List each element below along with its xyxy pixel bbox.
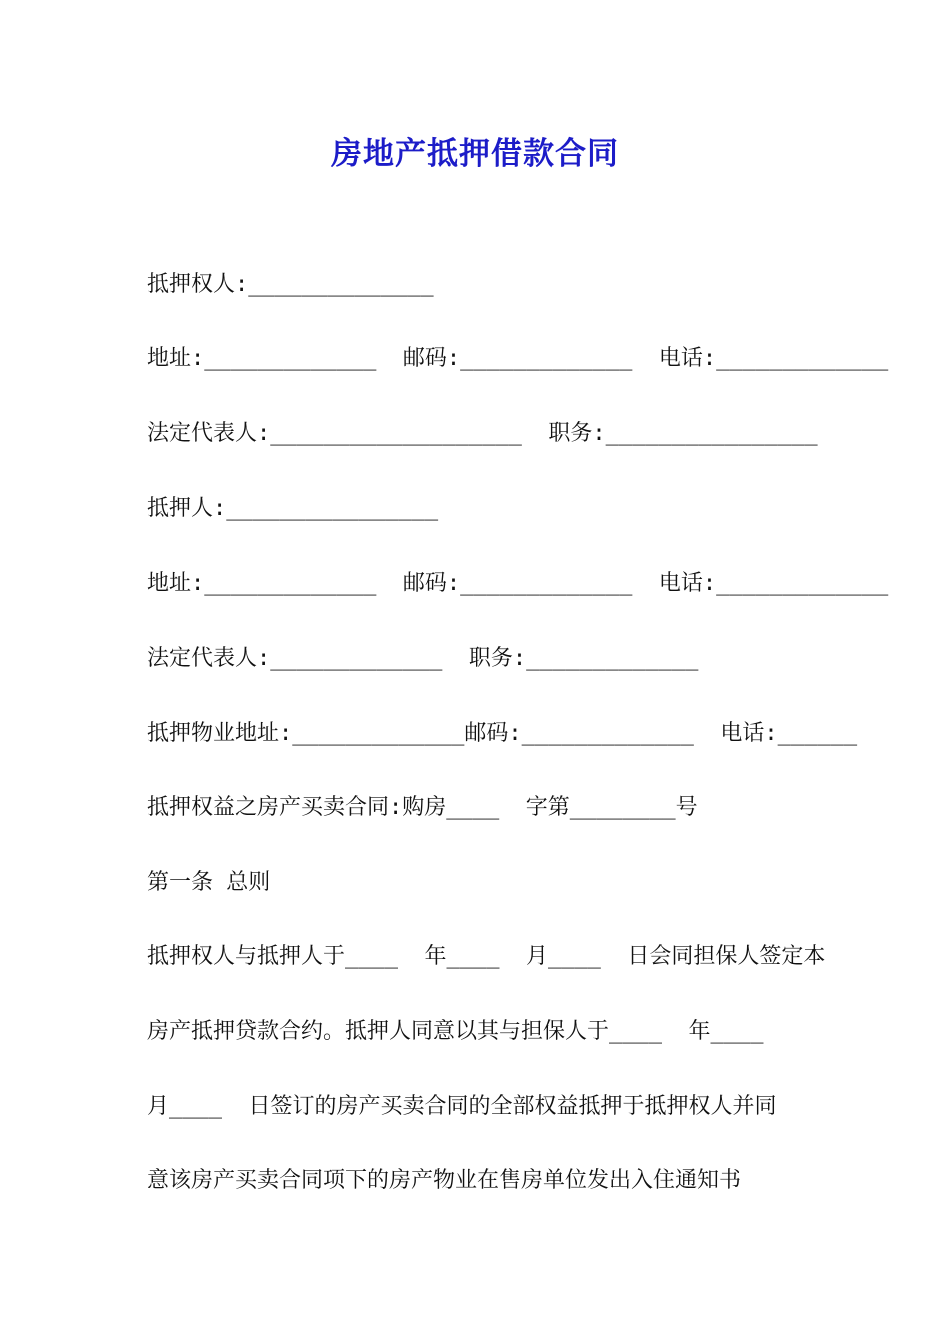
purchase-contract-line: 抵押权益之房产买卖合同:购房____ 字第________号	[147, 795, 698, 820]
document-title: 房地产抵押借款合同	[331, 136, 619, 172]
mortgagor-representative-line: 法定代表人:_____________ 职务:_____________	[147, 646, 699, 671]
body-paragraph-line: 月____ 日签订的房产买卖合同的全部权益抵押于抵押权人并同	[147, 1094, 777, 1119]
body-paragraph-line: 房产抵押贷款合约。抵押人同意以其与担保人于____ 年____	[147, 1019, 764, 1044]
property-address-line: 抵押物业地址:_____________邮码:_____________ 电话:______	[147, 721, 858, 746]
body-paragraph-line: 意该房产买卖合同项下的房产物业在售房单位发出入住通知书	[147, 1168, 742, 1193]
mortgagee-line: 抵押权人:______________	[147, 272, 434, 297]
article-one-heading: 第一条 总则	[147, 870, 271, 895]
mortgagor-address-line: 地址:_____________ 邮码:_____________ 电话:_____________	[147, 571, 889, 596]
body-paragraph-line: 抵押权人与抵押人于____ 年____ 月____ 日会同担保人签定本	[147, 944, 826, 969]
mortgagee-representative-line: 法定代表人:___________________ 职务:________________	[147, 421, 818, 446]
mortgagee-address-line: 地址:_____________ 邮码:_____________ 电话:_____________	[147, 346, 889, 371]
mortgagor-line: 抵押人:________________	[147, 496, 439, 521]
